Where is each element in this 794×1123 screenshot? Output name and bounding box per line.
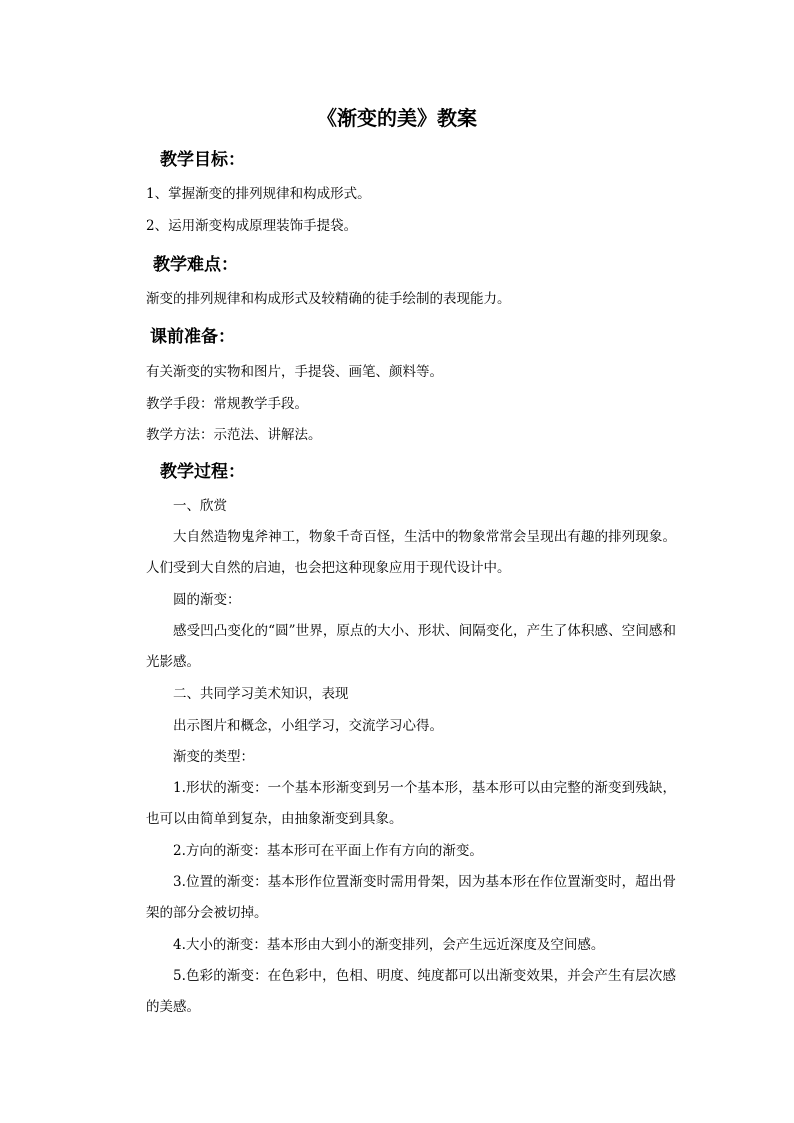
heading-difficulty: 教学难点： (153, 255, 238, 275)
show-pictures: 出示图片和概念，小组学习，交流学习心得。 (173, 718, 443, 734)
heading-preparation: 课前准备： (150, 327, 235, 347)
gradient-type-direction: 2.方向的渐变：基本形可在平面上作有方向的渐变。 (173, 843, 483, 859)
gradient-type-color: 5.色彩的渐变：在色彩中，色相、明度、纯度都可以出渐变效果，并会产生有层次感的美感。 (146, 968, 676, 1015)
paragraph-nature: 大自然造物鬼斧神工，物象千奇百怪，生活中的物象常常会呈现出有趣的排列现象。人们受到大自然的启迪，也会把这种现象应用于现代设计中。 (146, 529, 676, 576)
objective-2: 2、运用渐变构成原理装饰手提袋。 (146, 218, 358, 234)
heading-objectives: 教学目标： (160, 150, 245, 170)
preparation-means: 教学手段：常规教学手段。 (146, 396, 308, 412)
gradient-types-title: 渐变的类型： (173, 749, 254, 765)
page-title: 《渐变的美》教案 (317, 106, 477, 130)
heading-process: 教学过程： (160, 462, 245, 482)
objective-1: 1、掌握渐变的排列规律和构成形式。 (146, 186, 371, 202)
section-appreciation: 一、欣赏 (173, 498, 227, 514)
gradient-type-size: 4.大小的渐变：基本形由大到小的渐变排列，会产生远近深度及空间感。 (173, 937, 605, 953)
paragraph-circle-gradient: 感受凹凸变化的“圆”世界，原点的大小、形状、间隔变化，产生了体积感、空间感和光影感。 (146, 623, 676, 670)
preparation-methods: 教学方法：示范法、讲解法。 (146, 427, 322, 443)
gradient-type-position: 3.位置的渐变：基本形作位置渐变时需用骨架，因为基本形在作位置渐变时，超出骨架的部分会被切掉。 (146, 874, 676, 921)
section-learn-art: 二、共同学习美术知识，表现 (173, 686, 349, 702)
circle-gradient-title: 圆的渐变： (173, 592, 241, 608)
gradient-type-shape: 1.形状的渐变：一个基本形渐变到另一个基本形，基本形可以由完整的渐变到残缺，也可以由简单到复杂，由抽象渐变到具象。 (146, 780, 676, 827)
preparation-materials: 有关渐变的实物和图片，手提袋、画笔、颜料等。 (146, 364, 443, 380)
difficulty-text: 渐变的排列规律和构成形式及较精确的徒手绘制的表现能力。 (146, 291, 511, 307)
